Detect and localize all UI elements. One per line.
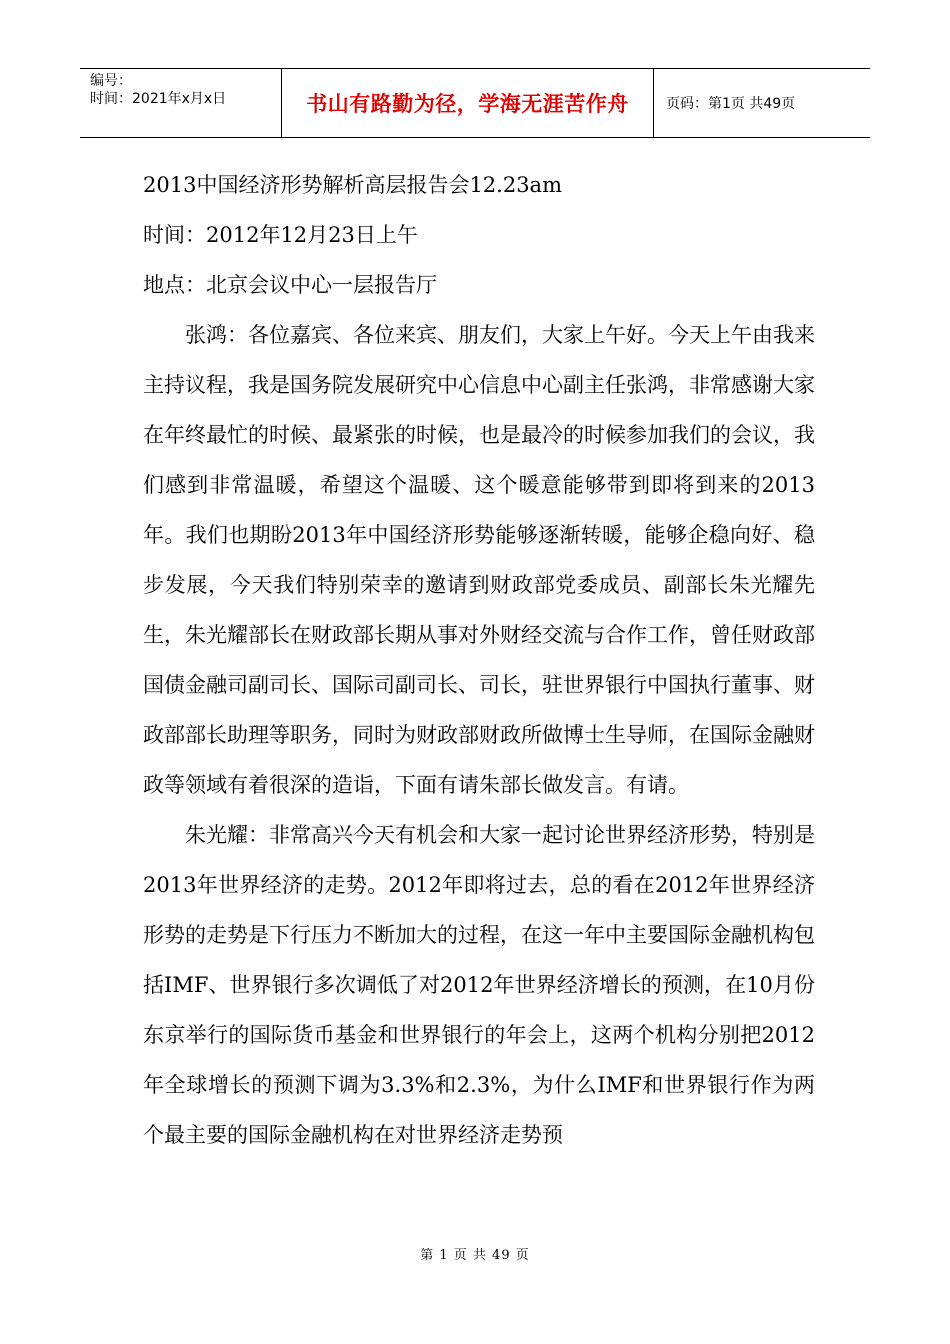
motto-text: 书山有路勤为径，学海无涯苦作舟 (306, 92, 629, 116)
paragraph-zhang-hong: 张鸿：各位嘉宾、各位来宾、朋友们，大家上午好。今天上午由我来主持议程，我是国务院发展研究中心信息中心副主任张鸿，非常感谢大家在年终最忙的时候、最紧张的时候，也是最冷的时候参加我们的会议，我们感到非常温暖，希望这个温暖、这个暖意能够带到即将到来的2013年。我们也期盼2013年中国经济形势能够逐渐转暖，能够企稳向好、稳步发展，今天我们特别荣幸的邀请到财政部党委成员、副部长朱光耀先生，朱光耀部长在财政部长期从事对外财经交流与合作工作，曾任财政部国债金融司副司长、国际司副司长、司长，驻世界银行中国执行董事、财政部部长助理等职务，同时为财政部财政所做博士生导师，在国际金融财政等领域有着很深的造诣，下面有请朱部长做发言。有请。 (143, 323, 815, 797)
serial-label: 编号： (90, 73, 132, 89)
footer-page-number: 第 1 页 共 49 页 (420, 1248, 530, 1263)
header-left-cell (80, 69, 282, 137)
header-motto-cell (282, 69, 654, 137)
paragraph-zhu-guangyao: 朱光耀：非常高兴今天有机会和大家一起讨论世界经济形势，特别是2013年世界经济的走势。2012年即将过去，总的看在2012年世界经济形势的走势是下行压力不断加大的过程，在这一年中主要国际金融机构包括IMF、世界银行多次调低了对2012年世界经济增长的预测，在10月份东京举行的国际货币基金和世界银行的年会上，这两个机构分别把2012年全球增长的预测下调为3.3%和2.3%，为什么IMF和世界银行作为两个最主要的国际金融机构在对世界经济走势预 (143, 823, 815, 1147)
time-label: 时间：2021年x月x日 (90, 91, 227, 107)
page-info: 页码：第1页 共49页 (666, 96, 796, 112)
location-line: 地点：北京会议中心一层报告厅 (143, 273, 437, 297)
page-header (80, 68, 870, 138)
header-page-cell (654, 69, 870, 137)
page-footer (0, 1244, 950, 1263)
time-line: 时间：2012年12月23日上午 (143, 223, 418, 247)
document-title: 2013中国经济形势解析高层报告会12.23am (143, 173, 562, 197)
document-body (143, 160, 815, 1160)
